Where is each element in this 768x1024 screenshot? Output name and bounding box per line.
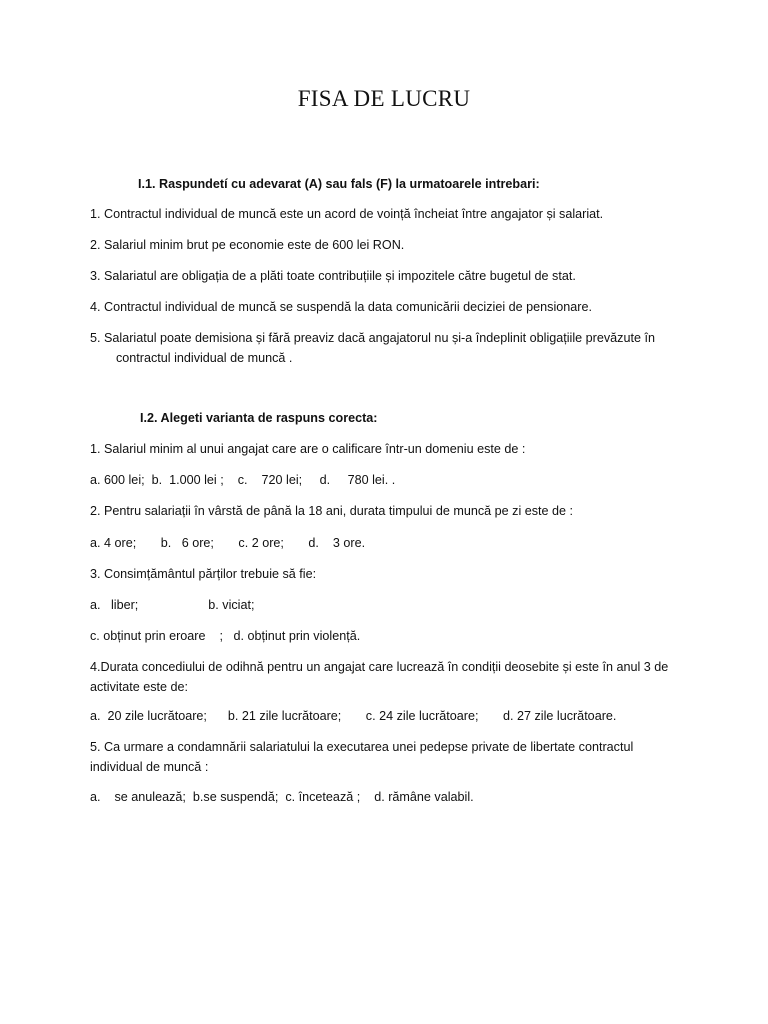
- question-3-options-ab: a. liber; b. viciat;: [90, 598, 255, 612]
- question-2-options: a. 4 ore; b. 6 ore; c. 2 ore; d. 3 ore.: [90, 536, 366, 550]
- question-2: 2. Pentru salariații în vârstă de până la 18 ani, durata timpului de muncă pe zi este de :: [90, 504, 574, 518]
- true-false-item-2: 2. Salariul minim brut pe economie este de 600 lei RON.: [90, 238, 405, 252]
- true-false-item-3: 3. Salariatul are obligația de a plăti toate contribuțiile și impozitele către bugetul de stat.: [90, 269, 576, 283]
- true-false-item-4: 4. Contractul individual de muncă se suspendă la data comunicării deciziei de pensionare.: [90, 300, 592, 314]
- question-3: 3. Consimțământul părților trebuie să fie:: [90, 567, 317, 581]
- question-4-options: a. 20 zile lucrătoare; b. 21 zile lucrătoare; c. 24 zile lucrătoare; d. 27 zile lucrătoare.: [90, 709, 617, 723]
- question-3-options-cd: c. obținut prin eroare ; d. obținut prin violență.: [90, 629, 361, 643]
- question-1-options: a. 600 lei; b. 1.000 lei ; c. 720 lei; d. 780 lei. .: [90, 473, 396, 487]
- section-1-heading: I.1. Raspundetí cu adevarat (A) sau fals (F) la urmatoarele intrebari:: [138, 177, 540, 191]
- true-false-item-5-continued: contractul individual de muncă .: [116, 351, 293, 365]
- question-4: 4.Durata concediului de odihnă pentru un angajat care lucrează în condiții deosebite și este în anul 3 de activitate este de:: [90, 660, 669, 694]
- true-false-item-1: 1. Contractul individual de muncă este un acord de voință încheiat între angajator și salariat.: [90, 207, 604, 221]
- question-5-options: a. se anulează; b.se suspendă; c. încetează ; d. rămâne valabil.: [90, 790, 474, 804]
- page-title: FISA DE LUCRU: [297, 86, 471, 111]
- question-1: 1. Salariul minim al unui angajat care are o calificare într-un domeniu este de :: [90, 442, 526, 456]
- question-5: 5. Ca urmare a condamnării salariatului la executarea unei pedepse private de libertate contractul individual de muncă :: [90, 740, 634, 774]
- section-2-heading: I.2. Alegeti varianta de raspuns corecta:: [140, 411, 378, 425]
- true-false-item-5: 5. Salariatul poate demisiona și fără preaviz dacă angajatorul nu și-a îndeplinit obligațiile prevăzute în: [90, 331, 655, 345]
